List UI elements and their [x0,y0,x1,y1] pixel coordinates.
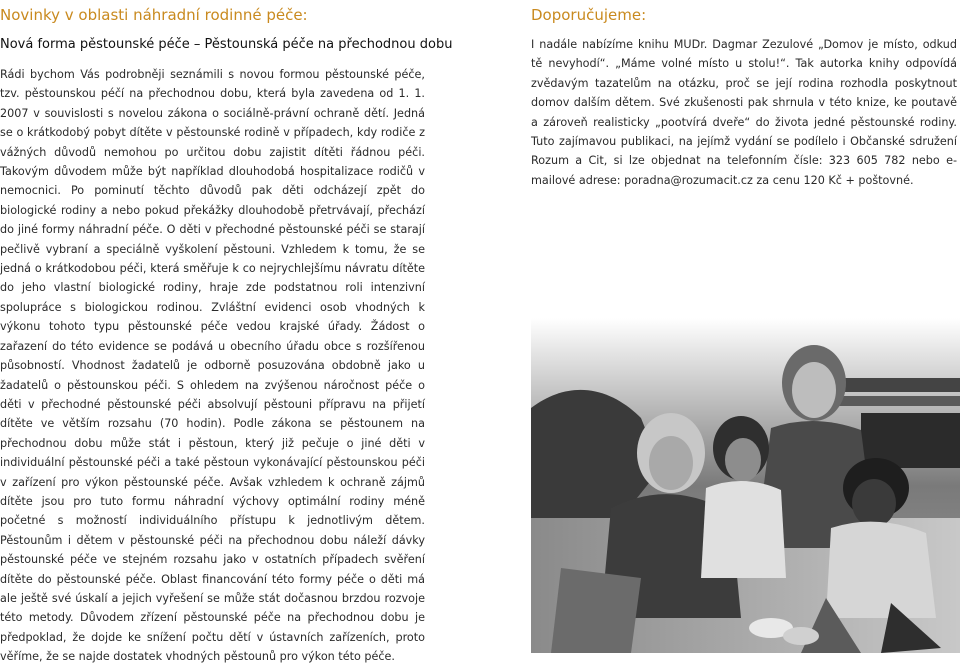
section-title-recommend: Doporučujeme: [531,6,647,24]
section-title-news: Novinky v oblasti náhradní rodinné péče: [0,6,308,24]
article-body: Rádi bychom Vás podrobněji seznámili s novou formou pěstounské péče, tzv. pěstounskou péčí na přechodnou dobu, která byla zavedena od 1. 1. 2007 v souvislosti s novelou zákona o sociálně-právní ochraně dětí. Jedná se o krátkodobý pobyt dítěte v pěstounské rodině v případech, kdy rodiče z vážných důvodů nemohou po určitou dobu zajistit dítěti řádnou péči. Takovým důvodem může být například dlouhodobá hospitalizace rodičů v nemocnici. Po pominutí těchto důvodů pak děti odcházejí zpět do biologické rodiny a nebo pokud překážky dlouhodobě přetrvávají, přechází do jiné formy náhradní péče. O děti v přechodné pěstounské péči se starají pečlivě vybraní a speciálně vyškolení pěstouni. Vzhledem k tomu, že se jedná o krátkodobou péči, která směřuje k co nejrychlejšímu návratu dítěte do jeho vlastní biologické rodiny, hraje zde podstatnou roli intenzivní spolupráce s biologickou rodinou. Zvláštní evidenci osob vhodných k výkonu tohoto typu pěstounské péče vedou krajské úřady. Žádost o zařazení do této evidence se podává u obecního úřadu obce s rozšířenou působností. Vhodnost žadatelů je odborně posuzována obdobně jako u žadatelů o pěstounskou péči. S ohledem na zvýšenou náročnost péče o děti v přechodné pěstounské péči absolvují pěstouni přípravu na přijetí dítěte ve větším rozsahu (70 hodin). Podle zákona se pěstounem na přechodnou dobu může stát i pěstoun, který již pečuje o jiné děti v individuální pěstounské péči a také pěstoun vykonávající pěstounskou péči v zařízení pro výkon pěstounské péče. Avšak vzhledem k ochraně zájmů dítěte jsou pro tuto formu náhradní výchovy optimální rodiny méně početné s možností individuálního přístupu k jednotlivým dětem. Pěstounům i dětem v pěstounské péči na přechodnou dobu náleží dávky pěstounské péče ve stejném rozsahu jako v ostatních případech svěření dítěte do pěstounské péče. Oblast financování této formy péče o děti má ale ještě své úskalí a jejich vyřešení se může stát dočasnou brzdou rozvoje této metody. Důvodem zřízení pěstounské péče na přechodnou dobu je předpoklad, že dojde ke snížení počtu dětí v ústavních zařízeních, proto věříme, že se najde dostatek vhodných pěstounů pro výkon této péče. [0,68,425,664]
photo-children-sitting [531,318,960,653]
article-subtitle: Nová forma pěstounské péče – Pěstounská péče na přechodnou dobu [0,37,453,52]
recommendation-body: I nadále nabízíme knihu MUDr. Dagmar Zezulové „Domov je místo, odkud tě nevyhodí“. „Máme volné místo u stolu!“. Tak autorka knihy odpovídá zvědavým tazatelům na otázku, proč se její rodina rozhodla poskytnout domov dalším dětem. Své zkušenosti pak shrnula v této knize, ke poutavě a zároveň realisticky „pootvírá dveře“ do života jedné pěstounské rodiny. Tuto zajímavou publikaci, na jejímž vydání se podílelo i Občanské sdružení Rozum a Cit, si lze objednat na telefonním čísle: 323 605 782 nebo e-mailové adrese: poradna@rozumacit.cz za cenu 120 Kč + poštovné. [531,38,957,187]
